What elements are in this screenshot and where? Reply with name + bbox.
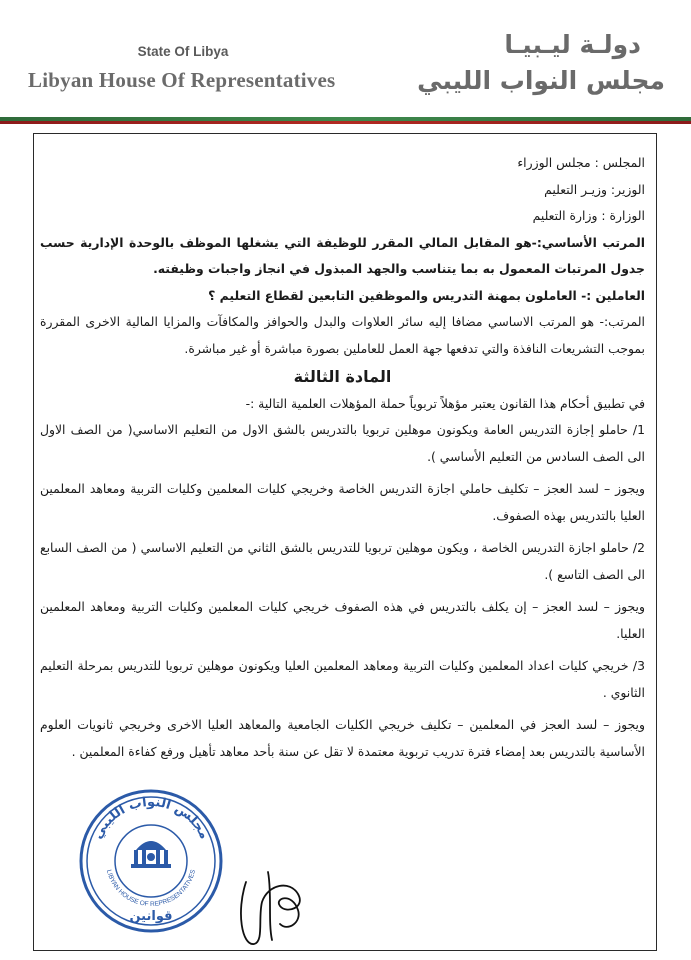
seal-ring-text: LIBYAN HOUSE OF REPRESENTATIVES [104, 869, 198, 909]
seal-top-text: مجلس النواب الليبي [90, 795, 212, 842]
definition-workers: العاملين :- العاملون بمهنة التدريس والموظفين التابعين لقطاع التعليم ؟ [208, 287, 645, 303]
article-intro: في تطبيق أحكام هذا القانون يعتبر مؤهلاً تربوياً حملة المؤهلات العلمية التالية :- [245, 395, 645, 411]
letterhead [0, 0, 691, 125]
house-of-representatives-ar: مجلس النواب الليبي [417, 66, 665, 95]
definition-ministry: الوزارة : وزارة التعليم [532, 208, 645, 223]
definition-salary: المرتب:- هو المرتب الاساسي مضافا إليه سائر العلاوات والبدل والحوافز والمكافآت والمزايا المالية الاخرى المقررة بموجب التشريعات النافذة والتي تدفعها جهة العمل للعاملين بصورة مباشرة أو غير مباشرة. [40, 314, 645, 356]
state-of-libya-ar: دولـة ليـبيـا [504, 30, 641, 59]
header-rule-red [0, 121, 691, 124]
item-2: 2/ حاملو اجازة التدريس الخاصة ، ويكون موهلين تربويا للتدريس بالشق الثاني من التعليم الاساسي ( من الصف السابع الى الصف التاسع ). [40, 540, 645, 582]
official-seal-icon [76, 786, 226, 936]
item-3: 3/ خريجي كليات اعداد المعلمين وكليات التربية ومعاهد المعلمين العليا ويكونون موهلين تربويا للتدريس بمرحلة التعليم الثانوي . [40, 658, 645, 700]
seal-building-icon [131, 841, 171, 868]
article-heading: المادة الثالثة [293, 367, 392, 386]
house-of-representatives-en: Libyan House Of Representatives [28, 68, 336, 92]
item-1-exception: ويجوز – لسد العجز – تكليف حاملي اجازة التدريس الخاصة وخريجي كليات المعلمين وكليات التربية ومعاهد المعلمين العليا بالتدريس بهذه الصفوف. [40, 481, 645, 523]
definition-minister: الوزير: وزيـر التعليم [544, 181, 645, 197]
item-2-exception: ويجوز – لسد العجز – إن يكلف بالتدريس في هذه الصفوف خريجي كليات المعلمين وكليات التربية ومعاهد المعلمين العليا. [40, 599, 645, 641]
signature-icon [228, 862, 338, 952]
definition-basic-salary: المرتب الأساسي:-هو المقابل المالي المقرر للوظيفة التي يشغلها الموظف بالوحدة الإدارية حسب جدول المرتبات المعمول به بما يتناسب والجهد المبذول في انجاز واجبات وظيفته. [40, 234, 645, 276]
document-body [40, 150, 645, 765]
item-3-exception: ويجوز – لسد العجز في المعلمين – تكليف خريجي الكليات الجامعية والمعاهد العليا الاخرى وخريجي ثانويات العلوم الأساسية بالتدريس بعد إمضاء فترة تدريب تربوية معتمدة لا تقل عن سنة بأحد معاهد تأهيل ورفع كفاءة المعلمين . [40, 717, 645, 759]
definition-council: المجلس : مجلس الوزراء [517, 155, 645, 170]
seal-bottom-text: قوانين [129, 909, 173, 924]
item-1: 1/ حاملو إجازة التدريس العامة ويكونون موهلين تربويا بالتدريس بالشق الاول من التعليم الاساسي( من الصف الاول الى الصف السادس من التعليم الأساسي ). [40, 422, 645, 464]
state-of-libya-en: State Of Libya [137, 44, 229, 59]
